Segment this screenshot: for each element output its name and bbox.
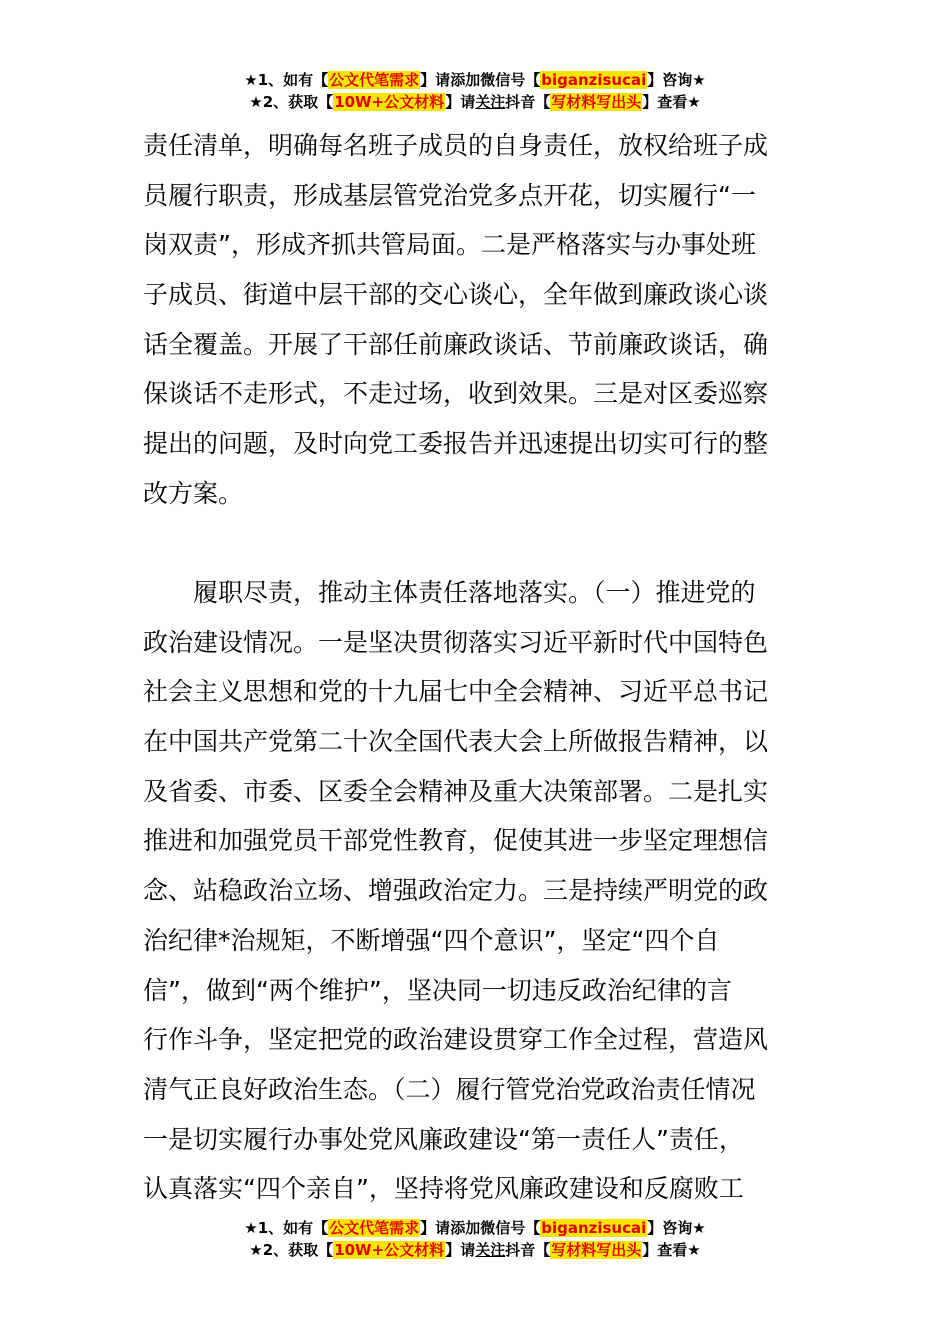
banner-emphasis: 关注 bbox=[475, 1241, 506, 1259]
banner-emphasis: 关注 bbox=[475, 93, 506, 111]
banner-line-2 bbox=[0, 1239, 950, 1261]
text-line: 改方案。 bbox=[143, 478, 244, 508]
text-line: 员履行职责，形成基层管党治党多点开花，切实履行“一 bbox=[143, 180, 756, 210]
banner-text: 】请 bbox=[445, 1241, 476, 1259]
banner-line-1 bbox=[0, 69, 950, 91]
text-line: 行作斗争，坚定把党的政治建设贯穿工作全过程，营造风 bbox=[143, 1025, 769, 1055]
text-line: 一是切实履行办事处党风廉政建设“第一责任人”责任， bbox=[143, 1124, 744, 1154]
banner-text: ★2、获取【 bbox=[249, 1241, 334, 1259]
banner-text: 抖音【 bbox=[505, 93, 551, 111]
header-banner bbox=[0, 69, 950, 113]
banner-text: 】请 bbox=[420, 1219, 451, 1237]
highlight-douyin: 写材料写出头 bbox=[551, 1241, 642, 1259]
highlight-wechat-id: biganzisucai bbox=[541, 71, 647, 89]
text-line: 在中国共产党第二十次全国代表大会上所做报告精神，以 bbox=[143, 727, 769, 757]
text-line: 岗双责”，形成齐抓共管局面。二是严格落实与办事处班 bbox=[143, 230, 756, 260]
text-line: 清气正良好政治生态。（二）履行管党治党政治责任情况 bbox=[143, 1074, 756, 1104]
footer-banner bbox=[0, 1217, 950, 1261]
text-line: 认真落实“四个亲自”，坚持将党风廉政建设和反腐败工 bbox=[143, 1174, 744, 1204]
banner-text: ★1、如有【 bbox=[244, 71, 329, 89]
text-line: 及省委、市委、区委全会精神及重大决策部署。二是扎实 bbox=[143, 776, 769, 806]
banner-text: 】咨询★ bbox=[647, 71, 706, 89]
banner-text: 】请 bbox=[445, 93, 476, 111]
text-line: 责任清单，明确每名班子成员的自身责任，放权给班子成 bbox=[143, 131, 769, 160]
highlight-materials: 10W+公文材料 bbox=[334, 93, 445, 111]
banner-text: 】查看★ bbox=[642, 93, 701, 111]
banner-line-1 bbox=[0, 1217, 950, 1239]
banner-text: 微信号【 bbox=[480, 1219, 541, 1237]
text-line: 保谈话不走形式，不走过场，收到效果。三是对区委巡察 bbox=[143, 379, 769, 409]
text-line: 政治建设情况。一是坚决贯彻落实习近平新时代中国特色 bbox=[143, 627, 769, 657]
text-line: 信”，做到“两个维护”，坚决同一切违反政治纪律的言 bbox=[143, 975, 732, 1005]
highlight-douyin: 写材料写出头 bbox=[551, 93, 642, 111]
text-line: 推进和加强党员干部党性教育，促使其进一步坚定理想信 bbox=[143, 826, 769, 856]
text-line: 社会主义思想和党的十九届七中全会精神、习近平总书记 bbox=[143, 677, 769, 707]
banner-text: 】咨询★ bbox=[647, 1219, 706, 1237]
banner-emphasis: 添加 bbox=[450, 1219, 481, 1237]
banner-text: 微信号【 bbox=[480, 71, 541, 89]
banner-emphasis: 添加 bbox=[450, 71, 481, 89]
text-line: 话全覆盖。开展了干部任前廉政谈话、节前廉政谈话，确 bbox=[143, 329, 769, 359]
banner-text: 】请 bbox=[420, 71, 451, 89]
banner-text: 抖音【 bbox=[505, 1241, 551, 1259]
highlight-service: 公文代笔需求 bbox=[329, 71, 420, 89]
text-line: 提出的问题，及时向党工委报告并迅速提出切实可行的整 bbox=[143, 429, 769, 459]
paragraph-1 bbox=[143, 121, 813, 519]
banner-line-2 bbox=[0, 91, 950, 113]
banner-text: ★2、获取【 bbox=[249, 93, 334, 111]
highlight-wechat-id: biganzisucai bbox=[541, 1219, 647, 1237]
banner-text: ★1、如有【 bbox=[244, 1219, 329, 1237]
text-line: 念、站稳政治立场、增强政治定力。三是持续严明党的政 bbox=[143, 876, 769, 906]
highlight-service: 公文代笔需求 bbox=[329, 1219, 420, 1237]
paragraph-2 bbox=[143, 568, 813, 1214]
text-line: 履职尽责，推动主体责任落地落实。（一）推进党的 bbox=[143, 578, 756, 607]
text-line: 治纪律*治规矩，不断增强“四个意识”，坚定“四个自 bbox=[143, 925, 720, 955]
text-line: 子成员、街道中层干部的交心谈心，全年做到廉政谈心谈 bbox=[143, 280, 769, 310]
highlight-materials: 10W+公文材料 bbox=[334, 1241, 445, 1259]
banner-text: 】查看★ bbox=[642, 1241, 701, 1259]
